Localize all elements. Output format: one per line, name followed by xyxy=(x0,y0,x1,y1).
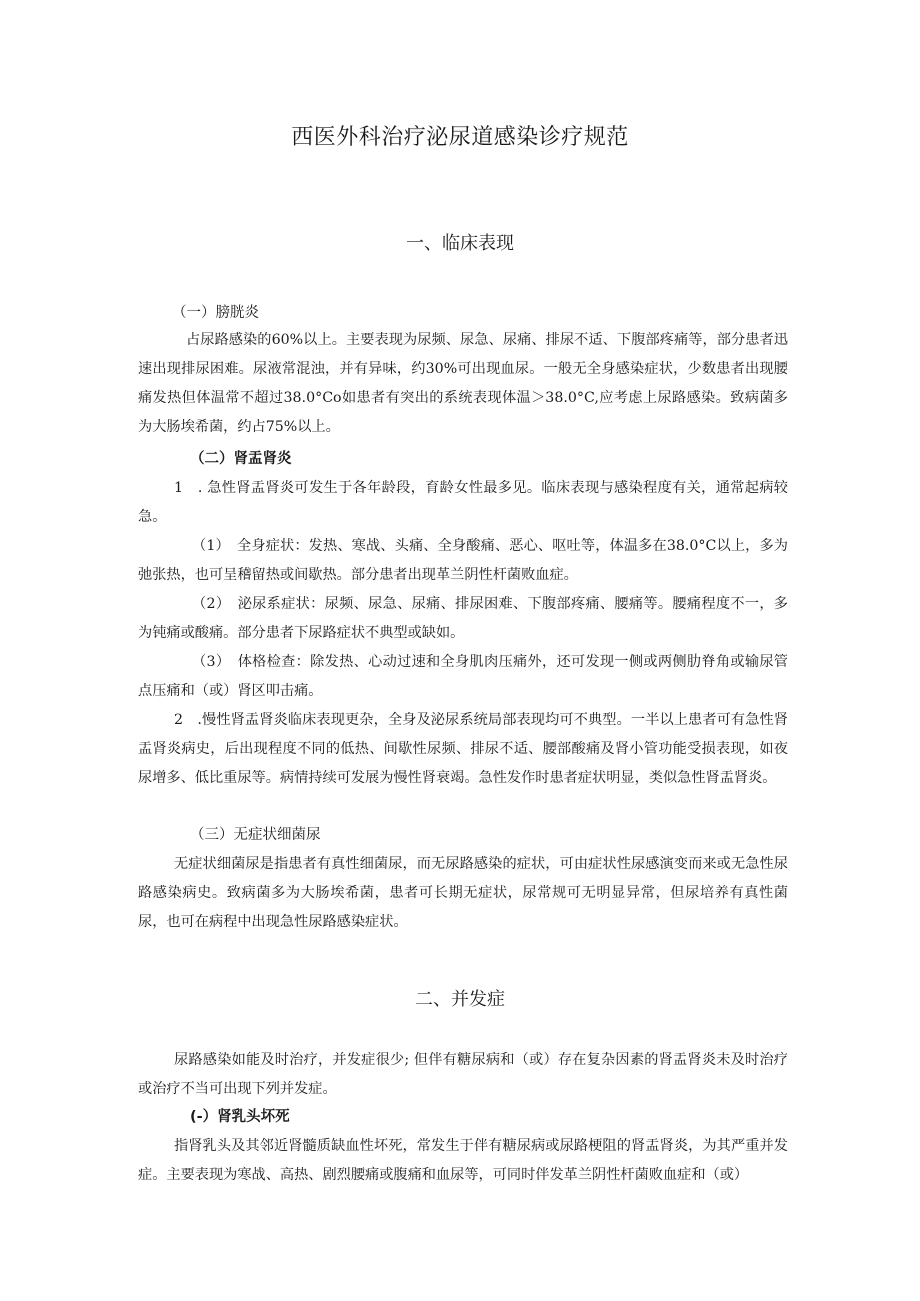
paragraph-systemic-symptoms: （1） 全身症状：发热、寒战、头痛、全身酸痛、恶心、呕吐等，体温多在38.0°C以上，多为弛张热，也可呈稽留热或间歇热。部分患者出现革兰阴性杆菌败血症。 xyxy=(138,538,788,583)
subsection-heading-papillary-necrosis xyxy=(190,1106,290,1128)
section-heading-complications: 二、并发症 xyxy=(415,989,505,1010)
paragraph-cystitis: 占尿路感染的60%以上。主要表现为尿频、尿急、尿痛、排尿不适、下腹部疼痛等，部分患者迅速出现排尿困难。尿液常混浊，并有异味，约30%可出现血尿。一般无全身感染症状，少数患者出现腰痛发热但体温常不超过38.0°Co如患者有突出的系统表现体温＞38.0°C,应考虑上尿路感染。致病菌多为大肠埃希菌，约占75%以上。 xyxy=(138,332,788,435)
paragraph-asymptomatic-bacteriuria: 无症状细菌尿是指患者有真性细菌尿，而无尿路感染的症状，可由症状性尿感演变而来或无急性尿路感染病史。致病菌多为大肠埃希菌，患者可长期无症状，尿常规可无明显异常，但尿培养有真性菌尿，也可在病程中出现急性尿路感染症状。 xyxy=(138,856,788,930)
paragraph-urinary-symptoms: （2） 泌尿系症状：尿频、尿急、尿痛、排尿困难、下腹部疼痛、腰痛等。腰痛程度不一，多为钝痛或酸痛。部分患者下尿路症状不典型或缺如。 xyxy=(138,596,788,641)
subsection-heading-cystitis xyxy=(172,302,259,324)
paragraph-acute-pyelonephritis: 1 . 急性肾盂肾炎可发生于各年龄段，育龄女性最多见。临床表现与感染程度有关，通常起病较急。 xyxy=(138,480,788,525)
document-title: 西医外科治疗泌尿道感染诊疗规范 xyxy=(291,125,629,150)
paragraph-complications-intro: 尿路感染如能及时治疗，并发症很少; 但伴有糖尿病和（或）存在复杂因素的肾盂肾炎未及时治疗或治疗不当可出现下列并发症。 xyxy=(138,1052,788,1097)
subsection-heading-text: （一）膀胱炎 xyxy=(172,305,259,321)
paragraph-papillary-necrosis: 指肾乳头及其邻近肾髓质缺血性坏死，常发生于伴有糖尿病或尿路梗阻的肾盂肾炎，为其严重并发症。主要表现为寒战、高热、剧烈腰痛或腹痛和血尿等，可同时伴发革兰阴性杆菌败血症和（或） xyxy=(138,1138,788,1183)
paragraph-chronic-pyelonephritis: 2 .慢性肾盂肾炎临床表现更杂，全身及泌尿系统局部表现均可不典型。一半以上患者可有急性肾盂肾炎病史，后出现程度不同的低热、间歇性尿频、排尿不适、腰部酸痛及肾小管功能受损表现，如夜尿增多、低比重尿等。病情持续可发展为慢性肾衰竭。急性发作时患者症状明显，类似急性肾盂肾炎。 xyxy=(138,712,788,786)
subsection-heading-text: （三）无症状细菌尿 xyxy=(190,827,321,843)
subsection-heading-pyelonephritis xyxy=(190,448,292,470)
section-heading-clinical: 一、临床表现 xyxy=(406,233,514,254)
subsection-heading-asymptomatic xyxy=(190,824,321,846)
subsection-heading-text: （二）肾盂肾炎 xyxy=(190,451,292,467)
subsection-heading-text: (-）肾乳头坏死 xyxy=(190,1109,290,1125)
paragraph-physical-exam: （3） 体格检查：除发热、心动过速和全身肌肉压痛外，还可发现一侧或两侧肋脊角或输尿管点压痛和（或）肾区叩击痛。 xyxy=(138,654,788,699)
